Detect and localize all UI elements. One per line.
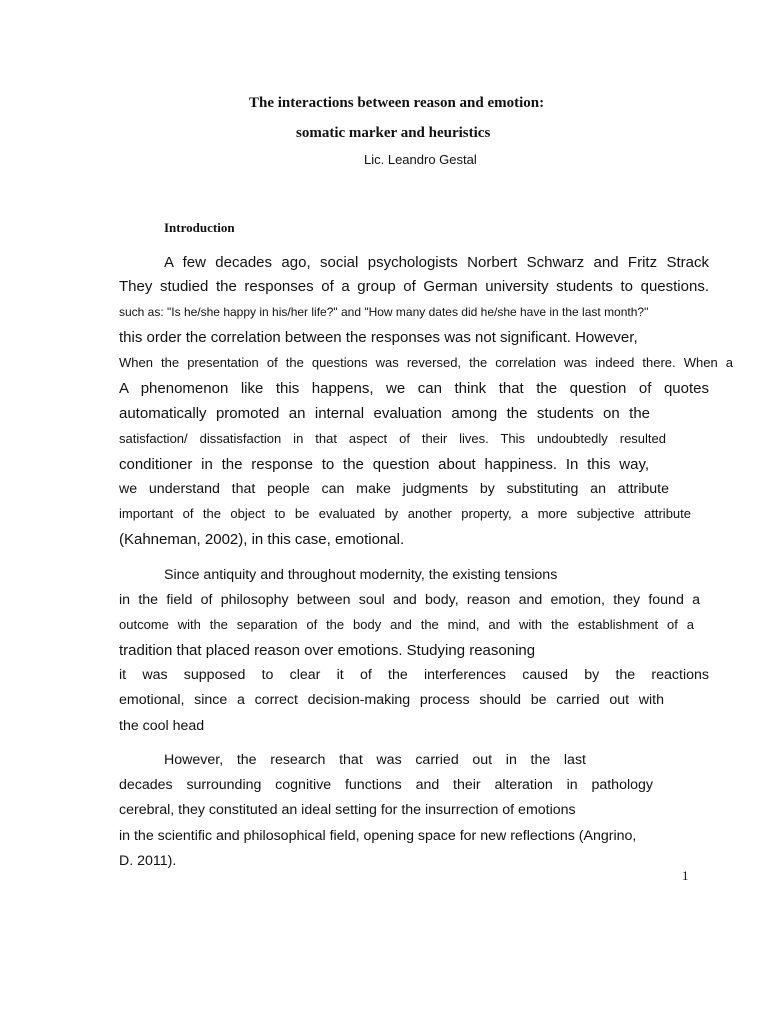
paragraph-1-line-5: When the presentation of the questions was reversed, the correlation was indeed there. When a [119,355,733,370]
paragraph-1-line-6: A phenomenon like this happens, we can think that the question of quotes [119,380,709,397]
paragraph-2-line-2: in the field of philosophy between soul and body, reason and emotion, they found a [119,592,700,608]
paragraph-3-line-4: in the scientific and philosophical field, opening space for new reflections (Angrino, [119,828,637,844]
page-number: 1 [682,868,689,883]
author-name: Lic. Leandro Gestal [364,152,477,167]
section-heading: Introduction [164,220,235,235]
paragraph-3-line-1: However, the research that was carried out in the last [164,752,586,768]
paragraph-2-line-5: it was supposed to clear it of the interferences caused by the reactions [119,667,709,683]
paragraph-3-line-2: decades surrounding cognitive functions and their alteration in pathology [119,777,653,793]
paragraph-1-line-4: this order the correlation between the responses was not significant. However, [119,329,638,346]
paragraph-3-line-3: cerebral, they constituted an ideal setting for the insurrection of emotions [119,802,576,818]
paragraph-1-line-8: satisfaction/ dissatisfaction in that aspect of their lives. This undoubtedly resulted [119,431,666,446]
paragraph-1-line-2: They studied the responses of a group of German university students to questions. [119,278,709,295]
paragraph-1-line-7: automatically promoted an internal evaluation among the students on the [119,405,650,422]
paragraph-2-line-3: outcome with the separation of the body and the mind, and with the establishment of a [119,617,694,632]
paragraph-1-line-3: such as: "Is he/she happy in his/her life?" and "How many dates did he/she have in the last month?" [119,305,649,319]
paragraph-2-line-7: the cool head [119,718,205,734]
paragraph-1-line-10: we understand that people can make judgments by substituting an attribute [119,481,669,497]
paragraph-1-line-1: A few decades ago, social psychologists Norbert Schwarz and Fritz Strack [164,254,709,271]
paragraph-3-line-5: D. 2011). [119,853,177,869]
paragraph-1-line-12: (Kahneman, 2002), in this case, emotional. [119,531,405,548]
document-title-line-2: somatic marker and heuristics [296,125,491,141]
paragraph-1-line-11: important of the object to be evaluated by another property, a more subjective attribute [119,506,691,521]
paragraph-2-line-4: tradition that placed reason over emotions. Studying reasoning [119,642,536,659]
document-title-line-1: The interactions between reason and emotion: [249,95,545,111]
paragraph-2-line-6: emotional, since a correct decision-making process should be carried out with [119,692,664,708]
paragraph-1-line-9: conditioner in the response to the question about happiness. In this way, [119,456,649,473]
paragraph-2-line-1: Since antiquity and throughout modernity, the existing tensions [164,567,558,583]
